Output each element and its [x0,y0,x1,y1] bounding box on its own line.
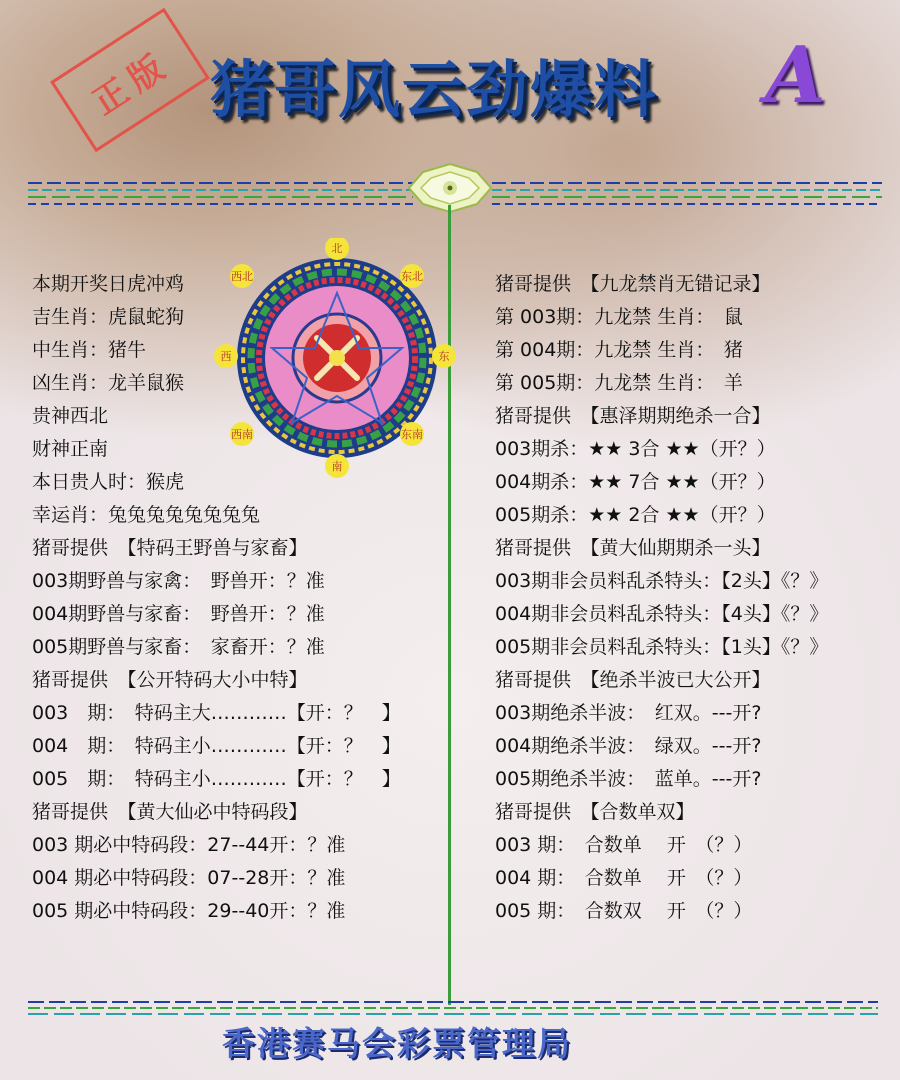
right-info-row: 第 004期：九龙禁 生肖： 猪 [495,339,743,361]
right-info-row: 第 005期：九龙禁 生肖： 羊 [495,372,743,394]
wheel-direction-label: 东南 [401,428,423,441]
wheel-direction-label: 东北 [401,270,423,283]
left-info-row: 猪哥提供 【黄大仙必中特码段】 [32,801,308,823]
footer-org-name: 香港赛马会彩票管理局 [222,1024,572,1063]
right-info-row: 猪哥提供 【绝杀半波已大公开】 [495,669,771,691]
right-info-column [495,268,895,928]
left-info-row: 005 期： 特码主小…………【开：？ 】 [32,768,401,790]
right-info-row: 004 期： 合数单 开 （？） [495,867,753,889]
right-info-row: 猪哥提供 【九龙禁肖无错记录】 [495,273,771,295]
left-info-column [32,268,442,928]
right-info-row: 005期非会员料乱杀特头：【1头】《？》 [495,636,829,658]
left-info-row: 003 期必中特码段：27--44开：？准 [32,834,346,856]
wheel-direction-label: 西南 [231,428,253,441]
left-info-row: 贵神西北 [32,405,109,427]
left-info-row: 004 期必中特码段：07--28开：？准 [32,867,346,889]
left-info-row: 本日贵人时：猴虎 [32,471,185,493]
left-info-row: 004期野兽与家畜： 野兽开：？准 [32,603,325,625]
right-info-row: 005 期： 合数双 开 （？） [495,900,753,922]
right-info-row: 005期绝杀半波： 蓝单。---开? [495,768,762,790]
right-info-row: 003期杀：★★ 3合 ★★（开？） [495,438,776,460]
right-info-row: 猪哥提供 【惠泽期期绝杀一合】 [495,405,771,427]
right-info-row: 猪哥提供 【合数单双】 [495,801,695,823]
right-info-row: 003 期： 合数单 开 （？） [495,834,753,856]
official-stamp [50,8,210,153]
badge-letter: A [765,30,826,121]
wheel-direction-label: 东 [438,350,450,363]
left-info-row: 003期野兽与家禽： 野兽开：？准 [32,570,325,592]
left-info-row: 005期野兽与家畜： 家畜开：？准 [32,636,325,658]
wheel-direction-label: 北 [331,242,343,255]
left-info-row: 004 期： 特码主小…………【开：？ 】 [32,735,401,757]
left-info-row: 本期开奖日虎冲鸡 [32,273,185,295]
wheel-direction-label: 西北 [231,270,253,283]
right-info-row: 005期杀：★★ 2合 ★★（开？） [495,504,776,526]
left-info-row: 幸运肖：兔兔兔兔兔兔兔兔 [32,504,261,526]
page-title: 猪哥风云劲爆料 [210,53,659,126]
left-info-row: 猪哥提供 【公开特码大小中特】 [32,669,308,691]
right-info-row: 猪哥提供 【黄大仙期期杀一头】 [495,537,771,559]
left-info-row: 005 期必中特码段：29--40开：？准 [32,900,346,922]
wheel-direction-label: 南 [331,460,343,473]
left-info-row: 财神正南 [32,438,109,460]
left-info-row: 凶生肖：龙羊鼠猴 [32,372,185,394]
right-info-row: 004期杀：★★ 7合 ★★（开？） [495,471,776,493]
stamp-text: 正版 [85,43,179,123]
left-info-row: 中生肖：猪牛 [32,339,147,361]
right-info-row: 第 003期：九龙禁 生肖： 鼠 [495,306,743,328]
right-info-row: 004期非会员料乱杀特头：【4头】《？》 [495,603,829,625]
wheel-direction-label: 西 [220,350,232,363]
left-info-row: 003 期： 特码主大…………【开：？ 】 [32,702,401,724]
left-info-row: 吉生肖：虎鼠蛇狗 [32,306,185,328]
right-info-row: 003期绝杀半波： 红双。---开? [495,702,762,724]
left-info-row: 猪哥提供 【特码王野兽与家畜】 [32,537,308,559]
right-info-row: 003期非会员料乱杀特头：【2头】《？》 [495,570,829,592]
right-info-row: 004期绝杀半波： 绿双。---开? [495,735,762,757]
